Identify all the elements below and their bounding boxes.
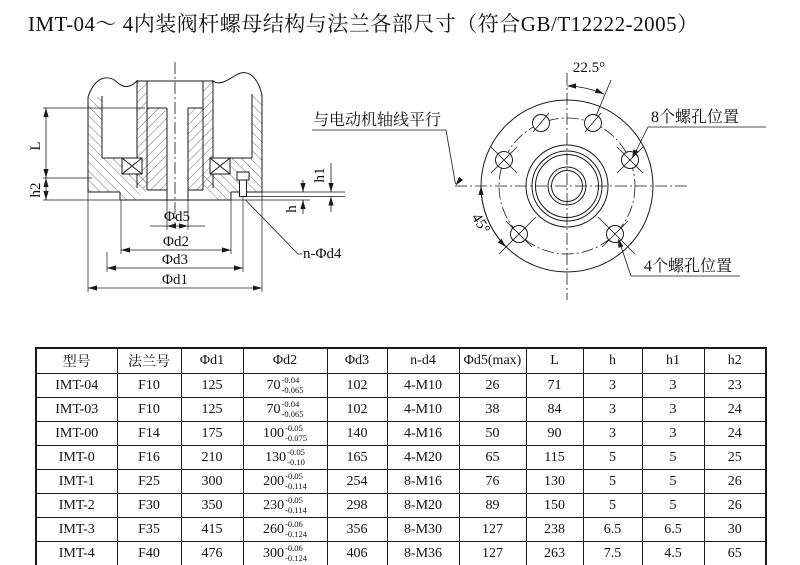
cell-L: 90 [526, 422, 583, 446]
cell-d5: 76 [459, 470, 526, 494]
d2-tolerance [282, 376, 304, 395]
dim-label-d2: Φd2 [163, 234, 189, 250]
cell-h: 5 [583, 446, 642, 470]
d2-tolerance-upper: -0.04 [281, 399, 300, 410]
d2-value: 70 [266, 377, 281, 393]
dim-label-h2: h2 [28, 182, 44, 198]
d2-value: 200 [263, 473, 285, 489]
cell-flange: F14 [117, 422, 181, 446]
section-view [28, 62, 345, 292]
cell-nd4: 8-M36 [387, 542, 459, 565]
cell-d5: 127 [459, 518, 526, 542]
cell-h: 5 [583, 494, 642, 518]
cell-h: 7.5 [583, 542, 642, 565]
table-row [36, 398, 766, 422]
cell-d5: 50 [459, 422, 526, 446]
cell-nd4: 4-M20 [387, 446, 459, 470]
cell-model: IMT-4 [36, 542, 117, 565]
header-d2: Φd2 [243, 348, 327, 374]
note-4holes-label: 4个螺孔位置 [644, 258, 733, 275]
cell-flange: F10 [117, 398, 181, 422]
table-row [36, 518, 766, 542]
header-L: L [526, 348, 583, 374]
d2-tolerance-lower: -0.114 [285, 480, 307, 491]
d2-tolerance-upper: -0.05 [285, 471, 303, 482]
d2-tolerance [285, 496, 307, 515]
header-h2: h2 [704, 348, 766, 374]
d2-value: 230 [263, 497, 285, 513]
table-row [36, 470, 766, 494]
flange-view [455, 60, 766, 300]
cell-model: IMT-3 [36, 518, 117, 542]
d2-tolerance-lower: -0.075 [285, 432, 307, 443]
cell-h: 3 [583, 374, 642, 398]
angle-225-label: 22.5° [572, 60, 606, 76]
cell-nd4: 4-M10 [387, 374, 459, 398]
cell-h1: 6.5 [642, 518, 704, 542]
cell-flange: F16 [117, 446, 181, 470]
cell-model: IMT-1 [36, 470, 117, 494]
cell-d1: 415 [181, 518, 243, 542]
d2-tolerance-lower: -0.114 [285, 504, 307, 515]
cell-flange: F35 [117, 518, 181, 542]
spec-table [35, 347, 767, 565]
d2-value: 70 [266, 401, 281, 417]
cell-h2: 65 [704, 542, 766, 565]
d2-tolerance [282, 400, 304, 419]
cell-d3: 254 [327, 470, 387, 494]
header-h: h [583, 348, 642, 374]
cell-h1: 3 [642, 422, 704, 446]
cell-d2 [243, 422, 327, 446]
stem-bore [167, 108, 188, 201]
table-body [36, 374, 766, 565]
cell-model: IMT-2 [36, 494, 117, 518]
d2-tolerance-upper: -0.06 [285, 519, 303, 530]
cell-h: 6.5 [583, 518, 642, 542]
dim-label-nd4: n-Φd4 [303, 246, 342, 262]
cell-d2 [243, 446, 327, 470]
d2-tolerance [285, 544, 307, 563]
cell-d3: 102 [327, 398, 387, 422]
d2-tolerance-upper: -0.06 [285, 543, 303, 554]
dim-label-d1: Φd1 [162, 272, 188, 288]
d2-tolerance-upper: -0.05 [285, 423, 303, 434]
cell-L: 263 [526, 542, 583, 565]
cell-d1: 125 [181, 398, 243, 422]
cell-h2: 30 [704, 518, 766, 542]
angle-45-label: 45° [467, 210, 493, 237]
cell-d2 [243, 470, 327, 494]
cell-flange: F30 [117, 494, 181, 518]
cell-d5: 38 [459, 398, 526, 422]
cell-nd4: 8-M30 [387, 518, 459, 542]
cell-h2: 26 [704, 470, 766, 494]
hatch-nut-left [147, 108, 167, 190]
cell-L: 150 [526, 494, 583, 518]
cell-d1: 175 [181, 422, 243, 446]
cell-h1: 5 [642, 470, 704, 494]
dim-label-h: h [284, 205, 300, 213]
cell-d2 [243, 518, 327, 542]
table-row [36, 446, 766, 470]
cell-d2 [243, 398, 327, 422]
cell-nd4: 8-M16 [387, 470, 459, 494]
cell-h2: 25 [704, 446, 766, 470]
cell-h: 5 [583, 470, 642, 494]
cell-L: 115 [526, 446, 583, 470]
d2-tolerance-lower: -0.065 [281, 408, 304, 419]
hatch-nut-right [188, 108, 203, 190]
dim-label-d3: Φd3 [162, 252, 188, 268]
cell-d1: 350 [181, 494, 243, 518]
dim-label-d5: Φd5 [164, 209, 190, 225]
page-title: IMT-04～ 4内装阀杆螺母结构与法兰各部尺寸（符合GB/T12222-2005） [28, 12, 699, 36]
table-header-row [36, 348, 766, 374]
cell-flange: F10 [117, 374, 181, 398]
cell-model: IMT-00 [36, 422, 117, 446]
d2-tolerance-lower: -0.124 [285, 528, 307, 539]
cell-h2: 23 [704, 374, 766, 398]
cell-d2 [243, 374, 327, 398]
d2-value: 300 [263, 545, 285, 561]
note-8holes-label: 8个螺孔位置 [651, 109, 740, 126]
table-row [36, 422, 766, 446]
cell-flange: F25 [117, 470, 181, 494]
hatch-boss-left [120, 192, 140, 200]
cell-L: 84 [526, 398, 583, 422]
cell-model: IMT-04 [36, 374, 117, 398]
bearing-left [122, 158, 142, 174]
cell-nd4: 8-M20 [387, 494, 459, 518]
cell-model: IMT-03 [36, 398, 117, 422]
cell-d5: 65 [459, 446, 526, 470]
cell-d3: 165 [327, 446, 387, 470]
d2-tolerance-upper: -0.05 [287, 447, 305, 458]
d2-value: 260 [263, 521, 285, 537]
dim-label-h1: h1 [312, 167, 328, 183]
cell-h1: 5 [642, 446, 704, 470]
cell-h2: 24 [704, 422, 766, 446]
cell-d2 [243, 494, 327, 518]
cell-h2: 26 [704, 494, 766, 518]
hatch-right-wall [252, 95, 262, 158]
parallel-note-label: 与电动机轴线平行 [313, 112, 442, 129]
cell-d3: 140 [327, 422, 387, 446]
cell-d3: 406 [327, 542, 387, 565]
header-d5max: Φd5(max) [459, 348, 526, 374]
cell-d5: 127 [459, 542, 526, 565]
d2-tolerance [285, 424, 307, 443]
cell-h1: 3 [642, 398, 704, 422]
d2-value: 100 [263, 425, 285, 441]
table-row [36, 494, 766, 518]
d2-tolerance-lower: -0.10 [287, 456, 305, 467]
hatch-left-wall [88, 97, 102, 158]
header-nd4: n-d4 [387, 348, 459, 374]
hatch-boss-right [211, 192, 231, 200]
d2-tolerance [285, 472, 307, 491]
hatch-flange-left [88, 158, 122, 192]
cell-d1: 300 [181, 470, 243, 494]
cell-d3: 102 [327, 374, 387, 398]
table-row [36, 542, 766, 565]
header-model: 型号 [36, 348, 117, 374]
d2-tolerance [287, 448, 305, 467]
cell-h2: 24 [704, 398, 766, 422]
dim-label-L: L [28, 141, 44, 151]
cell-d5: 89 [459, 494, 526, 518]
header-d3: Φd3 [327, 348, 387, 374]
leader-8holes [634, 127, 767, 156]
cell-h: 3 [583, 398, 642, 422]
d2-tolerance-lower: -0.124 [285, 552, 307, 563]
cell-model: IMT-0 [36, 446, 117, 470]
table-row [36, 374, 766, 398]
cell-d1: 210 [181, 446, 243, 470]
d2-tolerance-upper: -0.05 [285, 495, 303, 506]
parallel-note [312, 111, 463, 187]
cell-h1: 4.5 [642, 542, 704, 565]
cell-L: 130 [526, 470, 583, 494]
cell-h: 3 [583, 422, 642, 446]
cell-d3: 298 [327, 494, 387, 518]
cell-d1: 125 [181, 374, 243, 398]
cell-flange: F40 [117, 542, 181, 565]
cell-nd4: 4-M16 [387, 422, 459, 446]
cell-h1: 5 [642, 494, 704, 518]
d2-tolerance [285, 520, 307, 539]
d2-value: 130 [265, 449, 287, 465]
d2-tolerance-lower: -0.065 [281, 384, 304, 395]
bearing-right [210, 158, 230, 174]
cell-d1: 476 [181, 542, 243, 565]
header-h1: h1 [642, 348, 704, 374]
cell-h1: 3 [642, 374, 704, 398]
cell-d3: 356 [327, 518, 387, 542]
header-flange: 法兰号 [117, 348, 181, 374]
cell-nd4: 4-M10 [387, 398, 459, 422]
cell-L: 71 [526, 374, 583, 398]
header-d1: Φd1 [181, 348, 243, 374]
d2-tolerance-upper: -0.04 [281, 375, 300, 386]
cell-L: 238 [526, 518, 583, 542]
cell-d2 [243, 542, 327, 565]
cell-d5: 26 [459, 374, 526, 398]
